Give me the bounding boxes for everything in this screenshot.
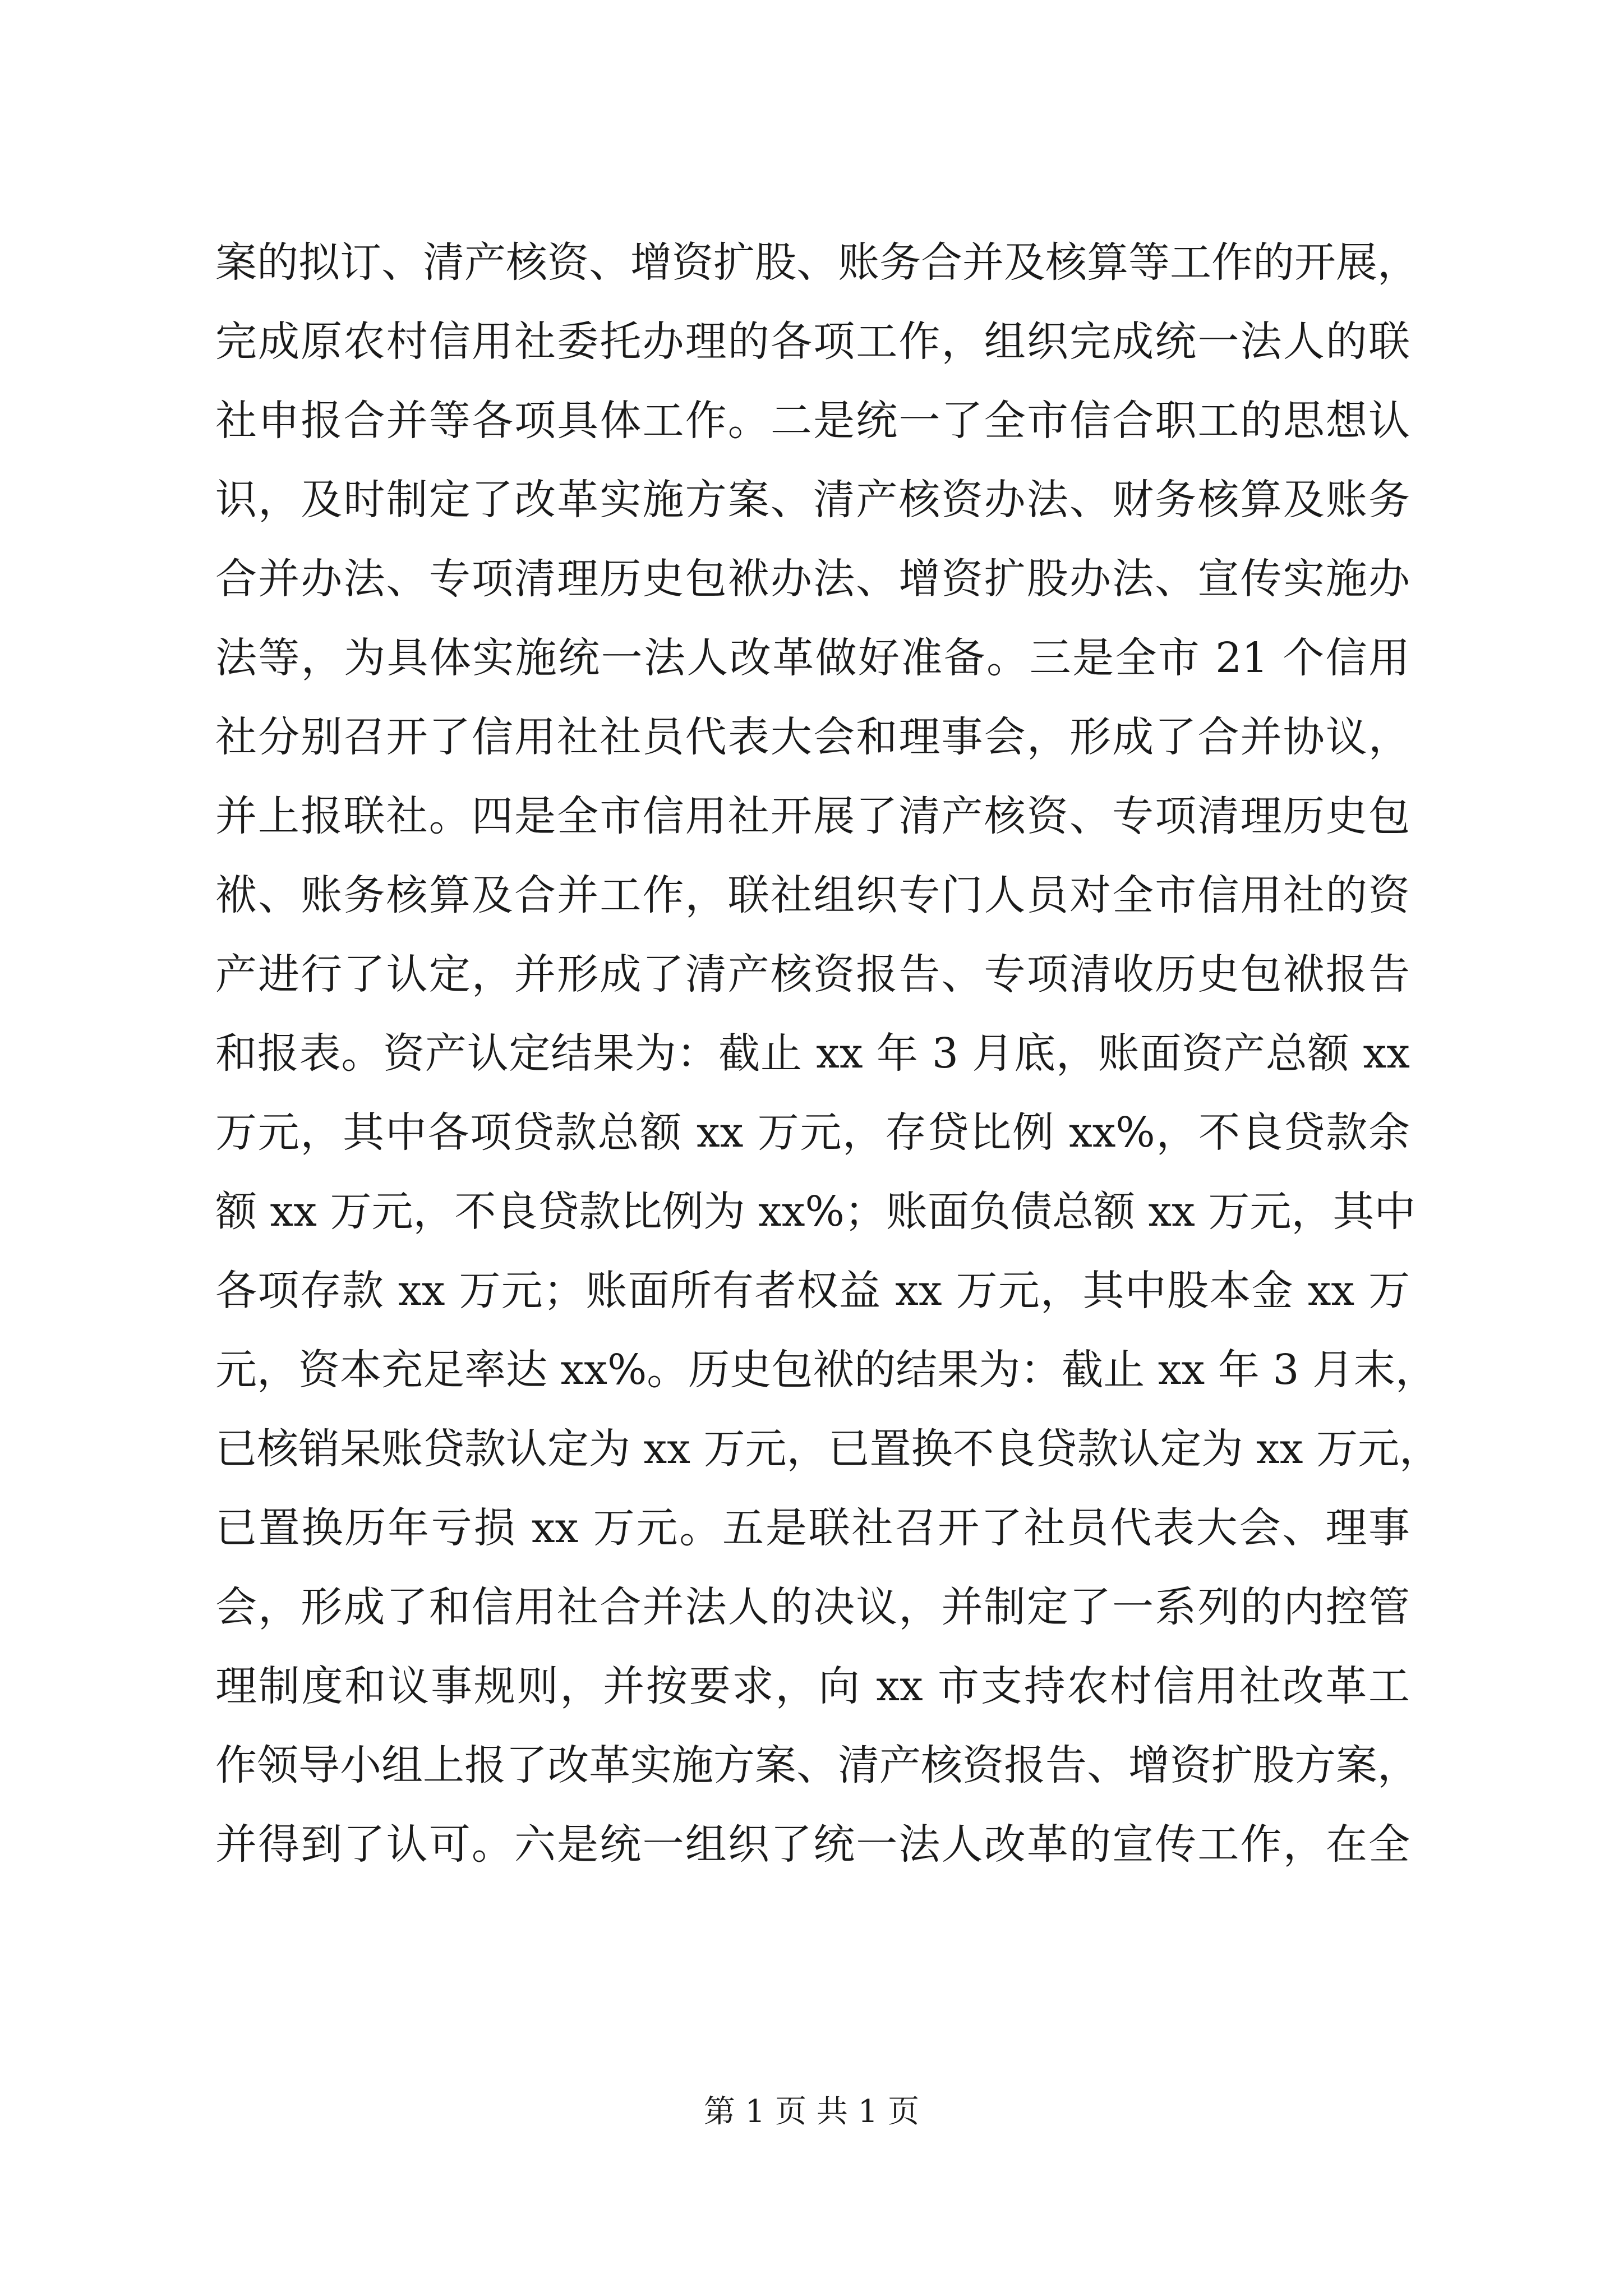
text-line: 额 xx 万元，不良贷款比例为 xx%；账面负债总额 xx 万元，其中 xyxy=(215,1188,1416,1236)
text-line: 法等，为具体实施统一法人改革做好准备。三是全市 21 个信用 xyxy=(215,634,1410,682)
text-line: 并上报联社。四是全市信用社开展了清产核资、专项清理历史包 xyxy=(215,792,1410,840)
text-line: 和报表。资产认定结果为：截止 xx 年 3 月底，账面资产总额 xx xyxy=(215,1029,1410,1078)
text-line: 已置换历年亏损 xx 万元。五是联社召开了社员代表大会、理事 xyxy=(215,1504,1410,1552)
text-line: 案的拟订、清产核资、增资扩股、账务合并及核算等工作的开展， xyxy=(215,238,1419,287)
text-line: 社分别召开了信用社社员代表大会和理事会，形成了合并协议， xyxy=(215,713,1410,761)
body-paragraph xyxy=(215,223,1441,1884)
text-line: 合并办法、专项清理历史包袱办法、增资扩股办法、宣传实施办 xyxy=(215,555,1410,603)
text-line: 袱、账务核算及合并工作，联社组织专门人员对全市信用社的资 xyxy=(215,871,1410,919)
text-line: 元，资本充足率达 xx%。历史包袱的结果为：截止 xx 年 3 月末， xyxy=(215,1346,1437,1394)
text-line: 完成原农村信用社委托办理的各项工作，组织完成统一法人的联 xyxy=(215,318,1410,366)
text-line: 各项存款 xx 万元；账面所有者权益 xx 万元，其中股本金 xx 万 xyxy=(215,1267,1410,1315)
page-number-label: 第 1 页 共 1 页 xyxy=(703,2093,920,2130)
text-line: 会，形成了和信用社合并法人的决议，并制定了一系列的内控管 xyxy=(215,1583,1410,1631)
text-line: 产进行了认定，并形成了清产核资报告、专项清收历史包袱报告 xyxy=(215,950,1410,999)
text-line: 理制度和议事规则，并按要求，向 xx 市支持农村信用社改革工 xyxy=(215,1662,1410,1710)
text-line: 社申报合并等各项具体工作。二是统一了全市信合职工的思想认 xyxy=(215,397,1410,445)
text-line: 万元，其中各项贷款总额 xx 万元，存贷比例 xx%，不良贷款余 xyxy=(215,1108,1410,1157)
text-line: 已核销呆账贷款认定为 xx 万元，已置换不良贷款认定为 xx 万元， xyxy=(215,1425,1441,1473)
text-line: 作领导小组上报了改革实施方案、清产核资报告、增资扩股方案， xyxy=(215,1741,1419,1789)
text-line: 识，及时制定了改革实施方案、清产核资办法、财务核算及账务 xyxy=(215,476,1410,524)
text-line: 并得到了认可。六是统一组织了统一法人改革的宣传工作，在全 xyxy=(215,1820,1410,1869)
page-footer xyxy=(0,2090,1623,2134)
